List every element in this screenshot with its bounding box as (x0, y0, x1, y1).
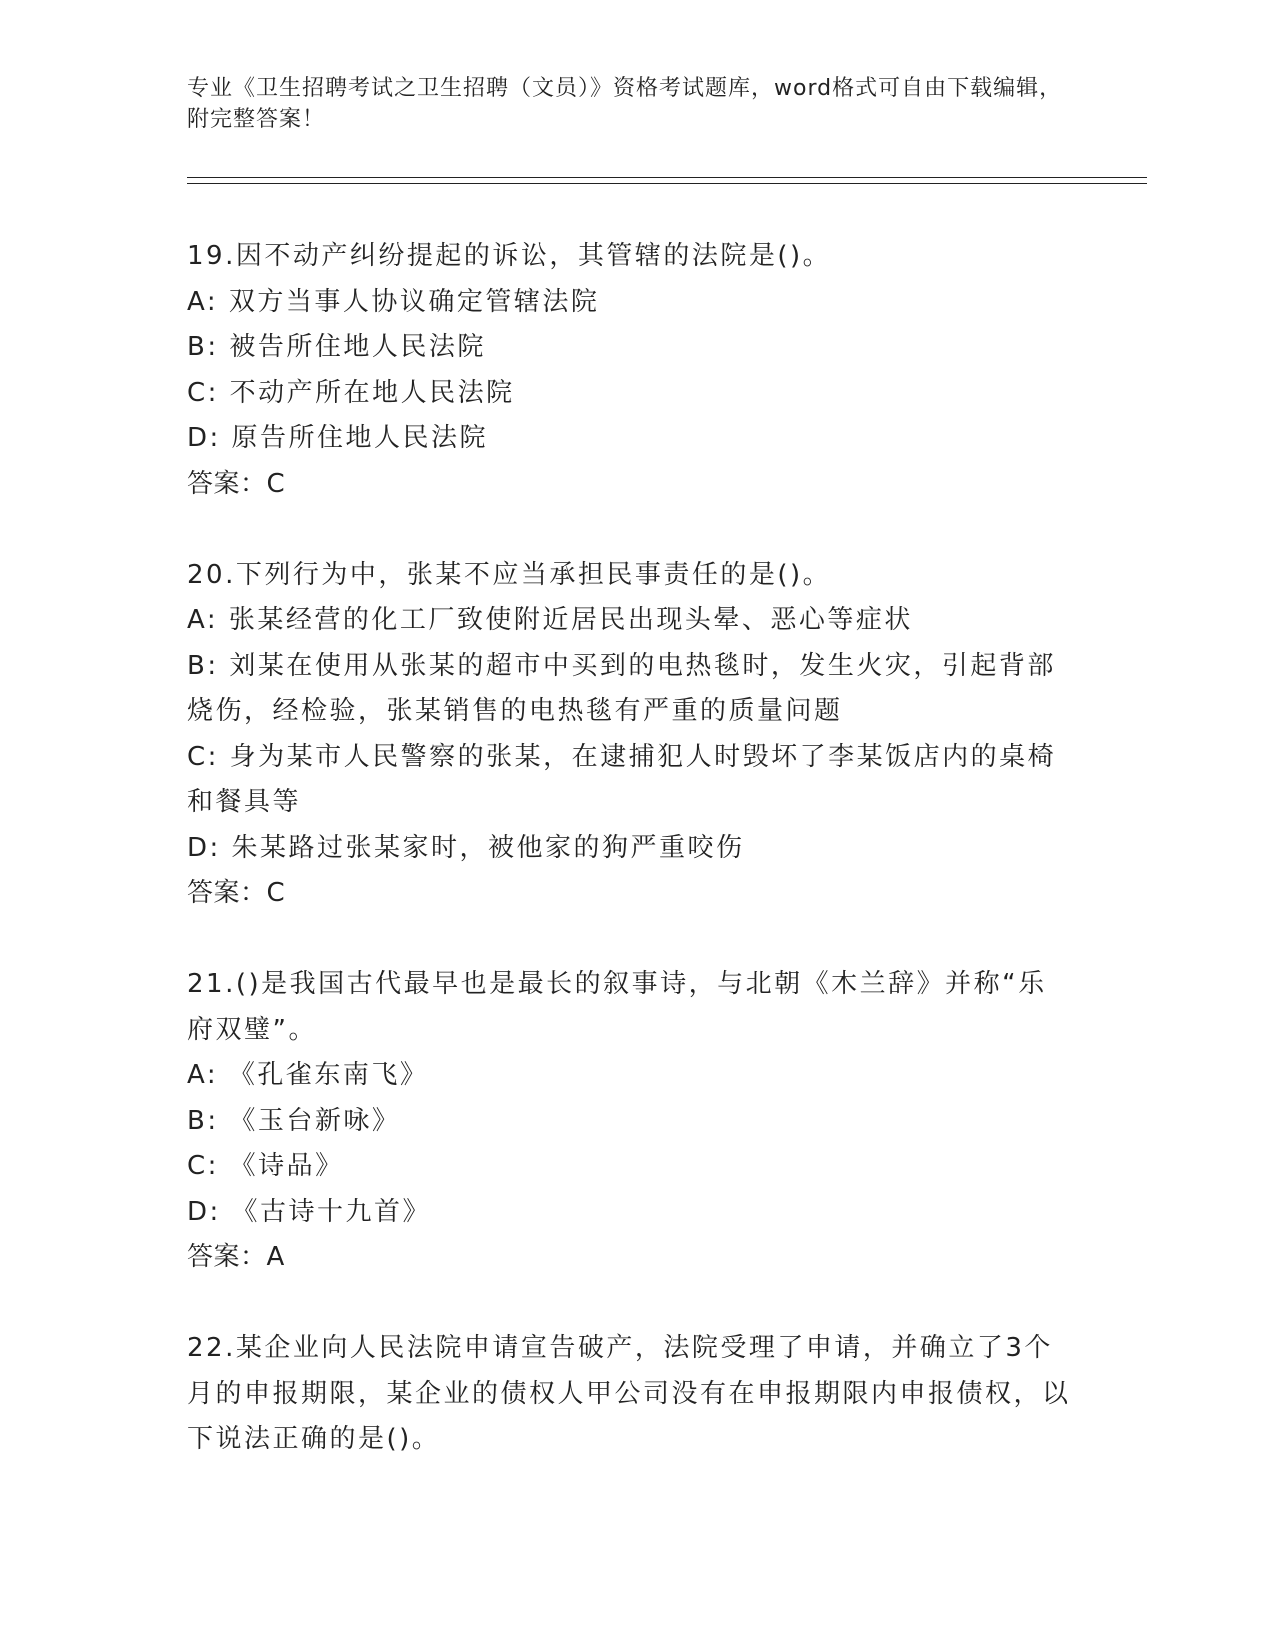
answer: 答案：A (187, 1242, 285, 1272)
option-b: B: 刘某在使用从张某的超市中买到的电热毯时，发生火灾，引起背部烧伤，经检验，张某销售的电热毯有严重的质量问题 (187, 650, 1056, 726)
option-d: D: 原告所住地人民法院 (187, 423, 489, 453)
question-22 (187, 1326, 1072, 1463)
question-stem: 20.下列行为中，张某不应当承担民事责任的是()。 (187, 559, 832, 590)
question-19 (187, 234, 1072, 507)
question-21 (187, 962, 1072, 1281)
header-divider-bottom (187, 183, 1147, 184)
option-b: B: 被告所住地人民法院 (187, 332, 486, 362)
question-20 (187, 553, 1072, 917)
option-c: C: 不动产所在地人民法院 (187, 377, 515, 408)
option-a: A: 张某经营的化工厂致使附近居民出现头晕、恶心等症状 (187, 605, 913, 635)
answer: 答案：C (187, 878, 286, 908)
option-c: C: 身为某市人民警察的张某，在逮捕犯人时毁坏了李某饭店内的桌椅和餐具等 (187, 741, 1057, 817)
option-c: C: 《诗品》 (187, 1151, 344, 1181)
document-header (187, 73, 1067, 135)
question-stem: 19.因不动产纠纷提起的诉讼，其管辖的法院是()。 (187, 241, 832, 271)
question-list (187, 234, 1072, 1508)
option-b: B: 《玉台新咏》 (187, 1105, 401, 1136)
answer: 答案：C (187, 468, 286, 499)
question-stem: 21.()是我国古代最早也是最长的叙事诗，与北朝《木兰辞》并称“乐府双璧”。 (187, 969, 1047, 1045)
option-d: D: 《古诗十九首》 (187, 1196, 432, 1227)
header-text: 专业《卫生招聘考试之卫生招聘（文员）》资格考试题库，word格式可自由下载编辑，附完整答案！ (187, 76, 1063, 132)
header-divider-top (187, 177, 1147, 178)
option-a: A: 《孔雀东南飞》 (187, 1060, 429, 1090)
question-stem: 22.某企业向人民法院申请宣告破产，法院受理了申请，并确立了3个月的申报期限，某企业的债权人甲公司没有在申报期限内申报债权，以下说法正确的是()。 (187, 1333, 1071, 1454)
option-d: D: 朱某路过张某家时，被他家的狗严重咬伤 (187, 832, 745, 863)
option-a: A: 双方当事人协议确定管辖法院 (187, 286, 600, 317)
